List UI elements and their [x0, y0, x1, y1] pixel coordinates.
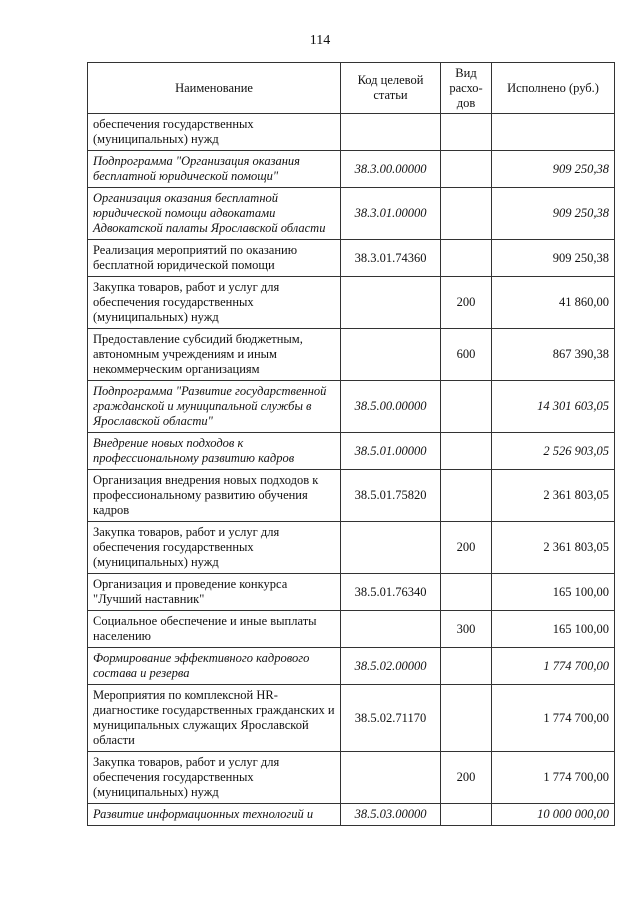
cell-name: Закупка товаров, работ и услуг для обеспечения государственных (муниципальных) нужд [88, 752, 341, 804]
table-row [88, 188, 615, 240]
cell-kind: 300 [441, 611, 492, 648]
table-row [88, 574, 615, 611]
cell-code [341, 752, 441, 804]
cell-code: 38.3.01.74360 [341, 240, 441, 277]
cell-sum [492, 114, 615, 151]
table-body [88, 114, 615, 826]
cell-sum: 1 774 700,00 [492, 685, 615, 752]
table-row [88, 114, 615, 151]
cell-kind [441, 114, 492, 151]
cell-sum: 1 774 700,00 [492, 752, 615, 804]
cell-kind [441, 381, 492, 433]
table-row [88, 611, 615, 648]
table-row [88, 804, 615, 826]
cell-kind [441, 648, 492, 685]
cell-name: Закупка товаров, работ и услуг для обеспечения государственных (муниципальных) нужд [88, 522, 341, 574]
cell-code: 38.5.02.71170 [341, 685, 441, 752]
cell-code [341, 114, 441, 151]
cell-code: 38.3.00.00000 [341, 151, 441, 188]
cell-name: Закупка товаров, работ и услуг для обеспечения государственных (муниципальных) нужд [88, 277, 341, 329]
cell-name: Подпрограмма "Развитие государственной гражданской и муниципальной службы в Ярославской области" [88, 381, 341, 433]
cell-code [341, 522, 441, 574]
page-number: 114 [309, 33, 331, 48]
cell-kind [441, 804, 492, 826]
cell-kind [441, 470, 492, 522]
cell-sum: 2 361 803,05 [492, 470, 615, 522]
cell-kind: 200 [441, 277, 492, 329]
table-row [88, 648, 615, 685]
cell-code: 38.5.01.00000 [341, 433, 441, 470]
table-row [88, 151, 615, 188]
cell-name: Развитие информационных технологий и [88, 804, 341, 826]
cell-code: 38.5.01.76340 [341, 574, 441, 611]
cell-name: Подпрограмма "Организация оказания бесплатной юридической помощи" [88, 151, 341, 188]
cell-kind [441, 188, 492, 240]
cell-sum: 1 774 700,00 [492, 648, 615, 685]
cell-kind [441, 685, 492, 752]
table-row [88, 433, 615, 470]
cell-kind: 600 [441, 329, 492, 381]
cell-name: Организация и проведение конкурса "Лучший наставник" [88, 574, 341, 611]
cell-name: Формирование эффективного кадрового состава и резерва [88, 648, 341, 685]
cell-sum: 165 100,00 [492, 611, 615, 648]
cell-code: 38.5.00.00000 [341, 381, 441, 433]
cell-sum: 41 860,00 [492, 277, 615, 329]
cell-kind: 200 [441, 522, 492, 574]
header-sum: Исполнено (руб.) [492, 63, 615, 114]
cell-sum: 909 250,38 [492, 188, 615, 240]
cell-kind [441, 574, 492, 611]
table-header-row [88, 63, 615, 114]
cell-name: Организация внедрения новых подходов к профессиональному развитию обучения кадров [88, 470, 341, 522]
table-row [88, 240, 615, 277]
table-row [88, 685, 615, 752]
cell-name: Реализация мероприятий по оказанию бесплатной юридической помощи [88, 240, 341, 277]
cell-name: Предоставление субсидий бюджетным, автономным учреждениям и иным некоммерческим организациям [88, 329, 341, 381]
cell-code: 38.5.01.75820 [341, 470, 441, 522]
header-name: Наименование [88, 63, 341, 114]
table-row [88, 522, 615, 574]
cell-sum: 14 301 603,05 [492, 381, 615, 433]
cell-sum: 909 250,38 [492, 151, 615, 188]
cell-name: Организация оказания бесплатной юридической помощи адвокатами Адвокатской палаты Ярославской области [88, 188, 341, 240]
cell-kind [441, 240, 492, 277]
header-kind: Вид расхо-дов [441, 63, 492, 114]
cell-sum: 10 000 000,00 [492, 804, 615, 826]
cell-sum: 909 250,38 [492, 240, 615, 277]
cell-name: Мероприятия по комплексной HR-диагностике государственных гражданских и муниципальных служащих Ярославской области [88, 685, 341, 752]
cell-code: 38.3.01.00000 [341, 188, 441, 240]
table-row [88, 277, 615, 329]
cell-sum: 2 526 903,05 [492, 433, 615, 470]
cell-sum: 2 361 803,05 [492, 522, 615, 574]
cell-sum: 165 100,00 [492, 574, 615, 611]
cell-name: обеспечения государственных (муниципальных) нужд [88, 114, 341, 151]
cell-kind [441, 151, 492, 188]
cell-code [341, 329, 441, 381]
table-row [88, 752, 615, 804]
cell-kind: 200 [441, 752, 492, 804]
header-code: Код целевой статьи [341, 63, 441, 114]
table-row [88, 329, 615, 381]
cell-code [341, 277, 441, 329]
budget-execution-table [87, 62, 615, 826]
cell-name: Внедрение новых подходов к профессиональному развитию кадров [88, 433, 341, 470]
cell-sum: 867 390,38 [492, 329, 615, 381]
cell-code: 38.5.03.00000 [341, 804, 441, 826]
cell-kind [441, 433, 492, 470]
cell-code [341, 611, 441, 648]
table-row [88, 470, 615, 522]
cell-name: Социальное обеспечение и иные выплаты населению [88, 611, 341, 648]
cell-code: 38.5.02.00000 [341, 648, 441, 685]
table-row [88, 381, 615, 433]
